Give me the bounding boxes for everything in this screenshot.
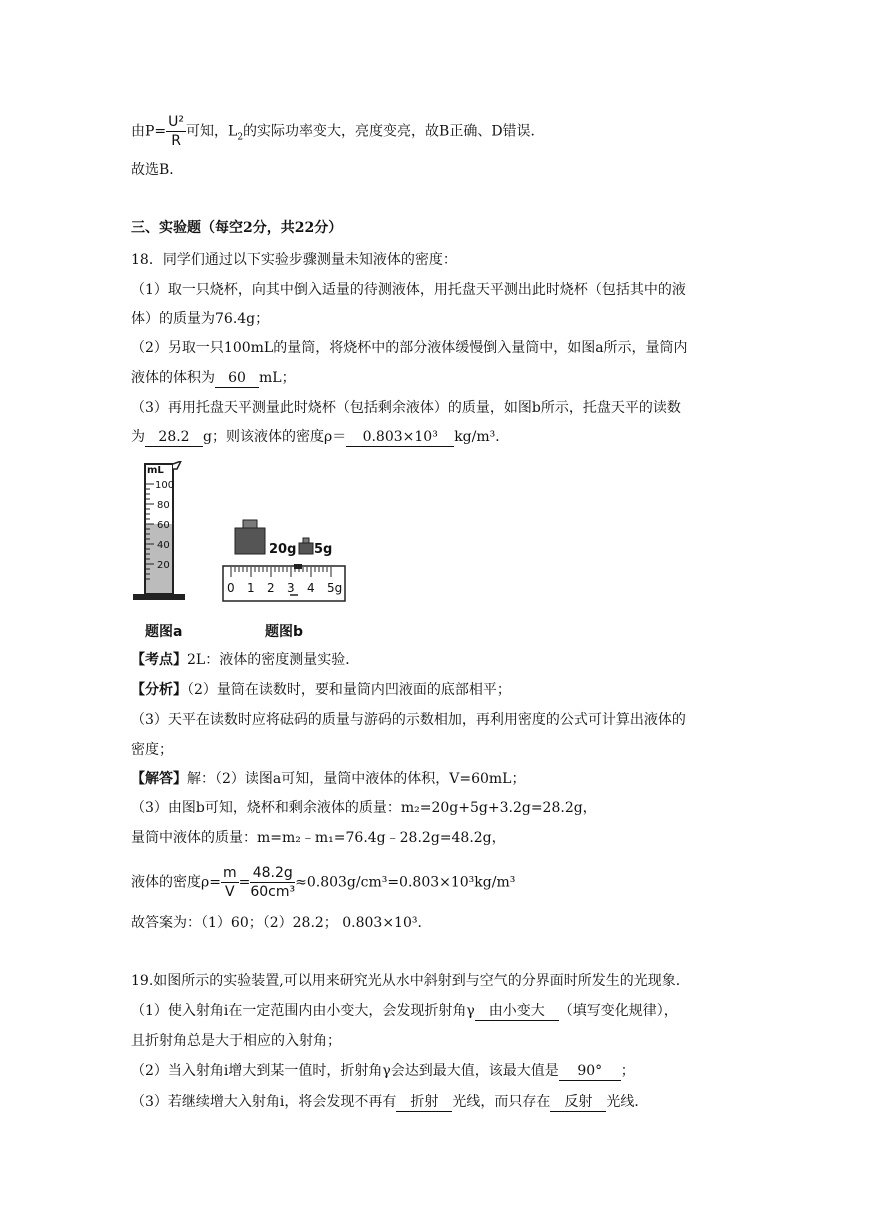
text: （3）若继续增大入射角i，将会发现不再有 <box>131 1094 397 1110</box>
conclusion-line: 故选B． <box>131 162 184 178</box>
text: 2L：液体的密度测量实验． <box>187 652 360 668</box>
experiment-figure <box>131 461 353 641</box>
jieda-tag: 【解答】 <box>131 771 187 787</box>
rider <box>294 564 302 569</box>
q18-step3-line2 <box>131 427 509 447</box>
caption-b: 题图b <box>265 624 304 640</box>
fenxi-line-2: （3）天平在读数时应将砝码的质量与游码的示数相加，再利用密度的公式可计算出液体的 <box>131 712 686 728</box>
equation-line <box>131 113 545 150</box>
weight-5g <box>299 543 313 554</box>
scale-label: 1 <box>247 581 255 595</box>
text: 的实际功率变大，亮度变亮，故B正确、D错误． <box>243 123 545 140</box>
fraction-numerator: 48.2g <box>250 864 295 883</box>
text: ； <box>620 1063 635 1079</box>
cylinder-tick-label: 40 <box>157 540 170 551</box>
q18-step3-line1: （3）再用托盘天平测量此时烧杯（包括剩余液体）的质量，如图b所示，托盘天平的读数 <box>131 400 681 416</box>
fraction-denominator: 60cm³ <box>250 884 296 900</box>
scale-label: 0 <box>227 581 235 595</box>
text: 解：（2）读图a可知，量筒中液体的体积，V=60mL； <box>187 771 526 787</box>
q19-step1-line2: 且折射角总是大于相应的入射角； <box>131 1033 341 1049</box>
fraction-denominator: R <box>171 133 181 149</box>
power-fraction <box>166 113 186 150</box>
caption-a: 题图a <box>145 624 183 640</box>
q18-step2-line2 <box>131 368 296 388</box>
fraction-numerator: m <box>222 865 237 881</box>
kaodian-line <box>131 650 359 670</box>
cylinder-unit: mL <box>147 465 164 476</box>
cylinder-tick-label: 60 <box>157 520 170 531</box>
answer-blank: 28.2 <box>145 429 203 447</box>
text: 光线，而只存在 <box>452 1094 551 1110</box>
cylinder-spout <box>173 461 181 469</box>
value-fraction <box>250 864 295 901</box>
fenxi-line <box>131 680 511 700</box>
text: （填写变化规律）， <box>558 1003 678 1019</box>
q18-step1-line2: 体）的质量为76.4g； <box>131 311 270 327</box>
q19-step1-line1 <box>131 1001 678 1021</box>
text: 液体的体积为 <box>131 370 215 386</box>
text: （2）当入射角i增大到某一值时，折射角γ会达到最大值，该最大值是 <box>131 1063 559 1079</box>
section-heading: 三、实验题（每空2分，共22分） <box>131 220 343 236</box>
text: 可知，L <box>186 123 238 140</box>
text: 由P= <box>131 123 167 140</box>
density-fraction <box>221 864 239 901</box>
fraction-denominator: V <box>225 884 235 900</box>
figure-drawing <box>131 461 353 641</box>
scale-label: 4 <box>307 581 315 595</box>
scale-label: 2 <box>267 581 275 595</box>
text: 光线． <box>606 1094 649 1110</box>
fraction-numerator: U² <box>168 114 185 130</box>
text: mL； <box>259 370 296 386</box>
fenxi-line-3: 密度； <box>131 742 173 758</box>
cylinder-base <box>133 594 185 600</box>
kaodian-tag: 【考点】 <box>131 652 187 668</box>
cylinder-tick-label: 100 <box>155 480 175 491</box>
q19-step3 <box>131 1092 648 1112</box>
weight-5g-label: 5g <box>314 542 333 557</box>
answer-blank: 反射 <box>550 1094 606 1112</box>
answer-blank: 由小变大 <box>475 1003 559 1021</box>
answer-blank: 90° <box>559 1063 621 1081</box>
answer-blank: 折射 <box>396 1094 452 1112</box>
jieda-line <box>131 769 525 789</box>
jieda-line-2: （3）由图b可知，烧杯和剩余液体的质量：m₂=20g+5g+3.2g=28.2g， <box>131 800 597 816</box>
answer-blank: 60 <box>215 370 259 388</box>
density-equation <box>131 864 515 901</box>
cylinder-tick-label: 80 <box>157 500 170 511</box>
cylinder-tick-label: 20 <box>157 560 170 571</box>
weight-5g-knob <box>303 538 309 543</box>
graduated-cylinder <box>133 461 185 600</box>
question-18-title: 18．同学们通过以下实验步骤测量未知液体的密度： <box>131 252 457 268</box>
answer-line: 故答案为：（1）60；（2）28.2； 0.803×10³． <box>131 915 432 931</box>
balance-weights <box>235 520 332 557</box>
weight-20g <box>235 528 265 554</box>
text: ≈0.803g/cm³=0.803×10³kg/m³ <box>295 874 516 891</box>
q18-step2-line1: （2）另取一只100mL的量筒，将烧杯中的部分液体缓慢倒入量筒中，如图a所示，量筒内 <box>131 340 688 356</box>
q19-step2 <box>131 1061 635 1081</box>
text: 为 <box>131 429 145 445</box>
subscript: 2 <box>237 132 244 143</box>
text: g；则该液体的密度ρ＝ <box>203 429 347 445</box>
q18-step1-line1: （1）取一只烧杯，向其中倒入适量的待测液体，用托盘天平测出此时烧杯（包括其中的液 <box>131 282 686 298</box>
answer-blank: 0.803×10³ <box>346 429 454 447</box>
beam-scale <box>223 564 345 601</box>
jieda-line-3: 量筒中液体的质量：m=m₂﹣m₁=76.4g﹣28.2g=48.2g， <box>131 830 506 846</box>
text: = <box>238 874 251 891</box>
scale-label: 5g <box>327 581 343 595</box>
text: kg/m³． <box>454 429 510 445</box>
fenxi-tag: 【分析】 <box>131 682 187 698</box>
question-19-title: 19.如图所示的实验装置,可以用来研究光从水中斜射到与空气的分界面时所发生的光现象． <box>131 973 690 989</box>
weight-20g-label: 20g <box>269 542 297 557</box>
text: （1）使入射角i在一定范围内由小变大，会发现折射角γ <box>131 1003 475 1019</box>
weight-20g-knob <box>243 520 257 528</box>
text: （2）量筒在读数时，要和量筒内凹液面的底部相平； <box>187 682 511 698</box>
text: 液体的密度ρ= <box>131 874 221 891</box>
scale-label: 3 <box>287 581 295 595</box>
